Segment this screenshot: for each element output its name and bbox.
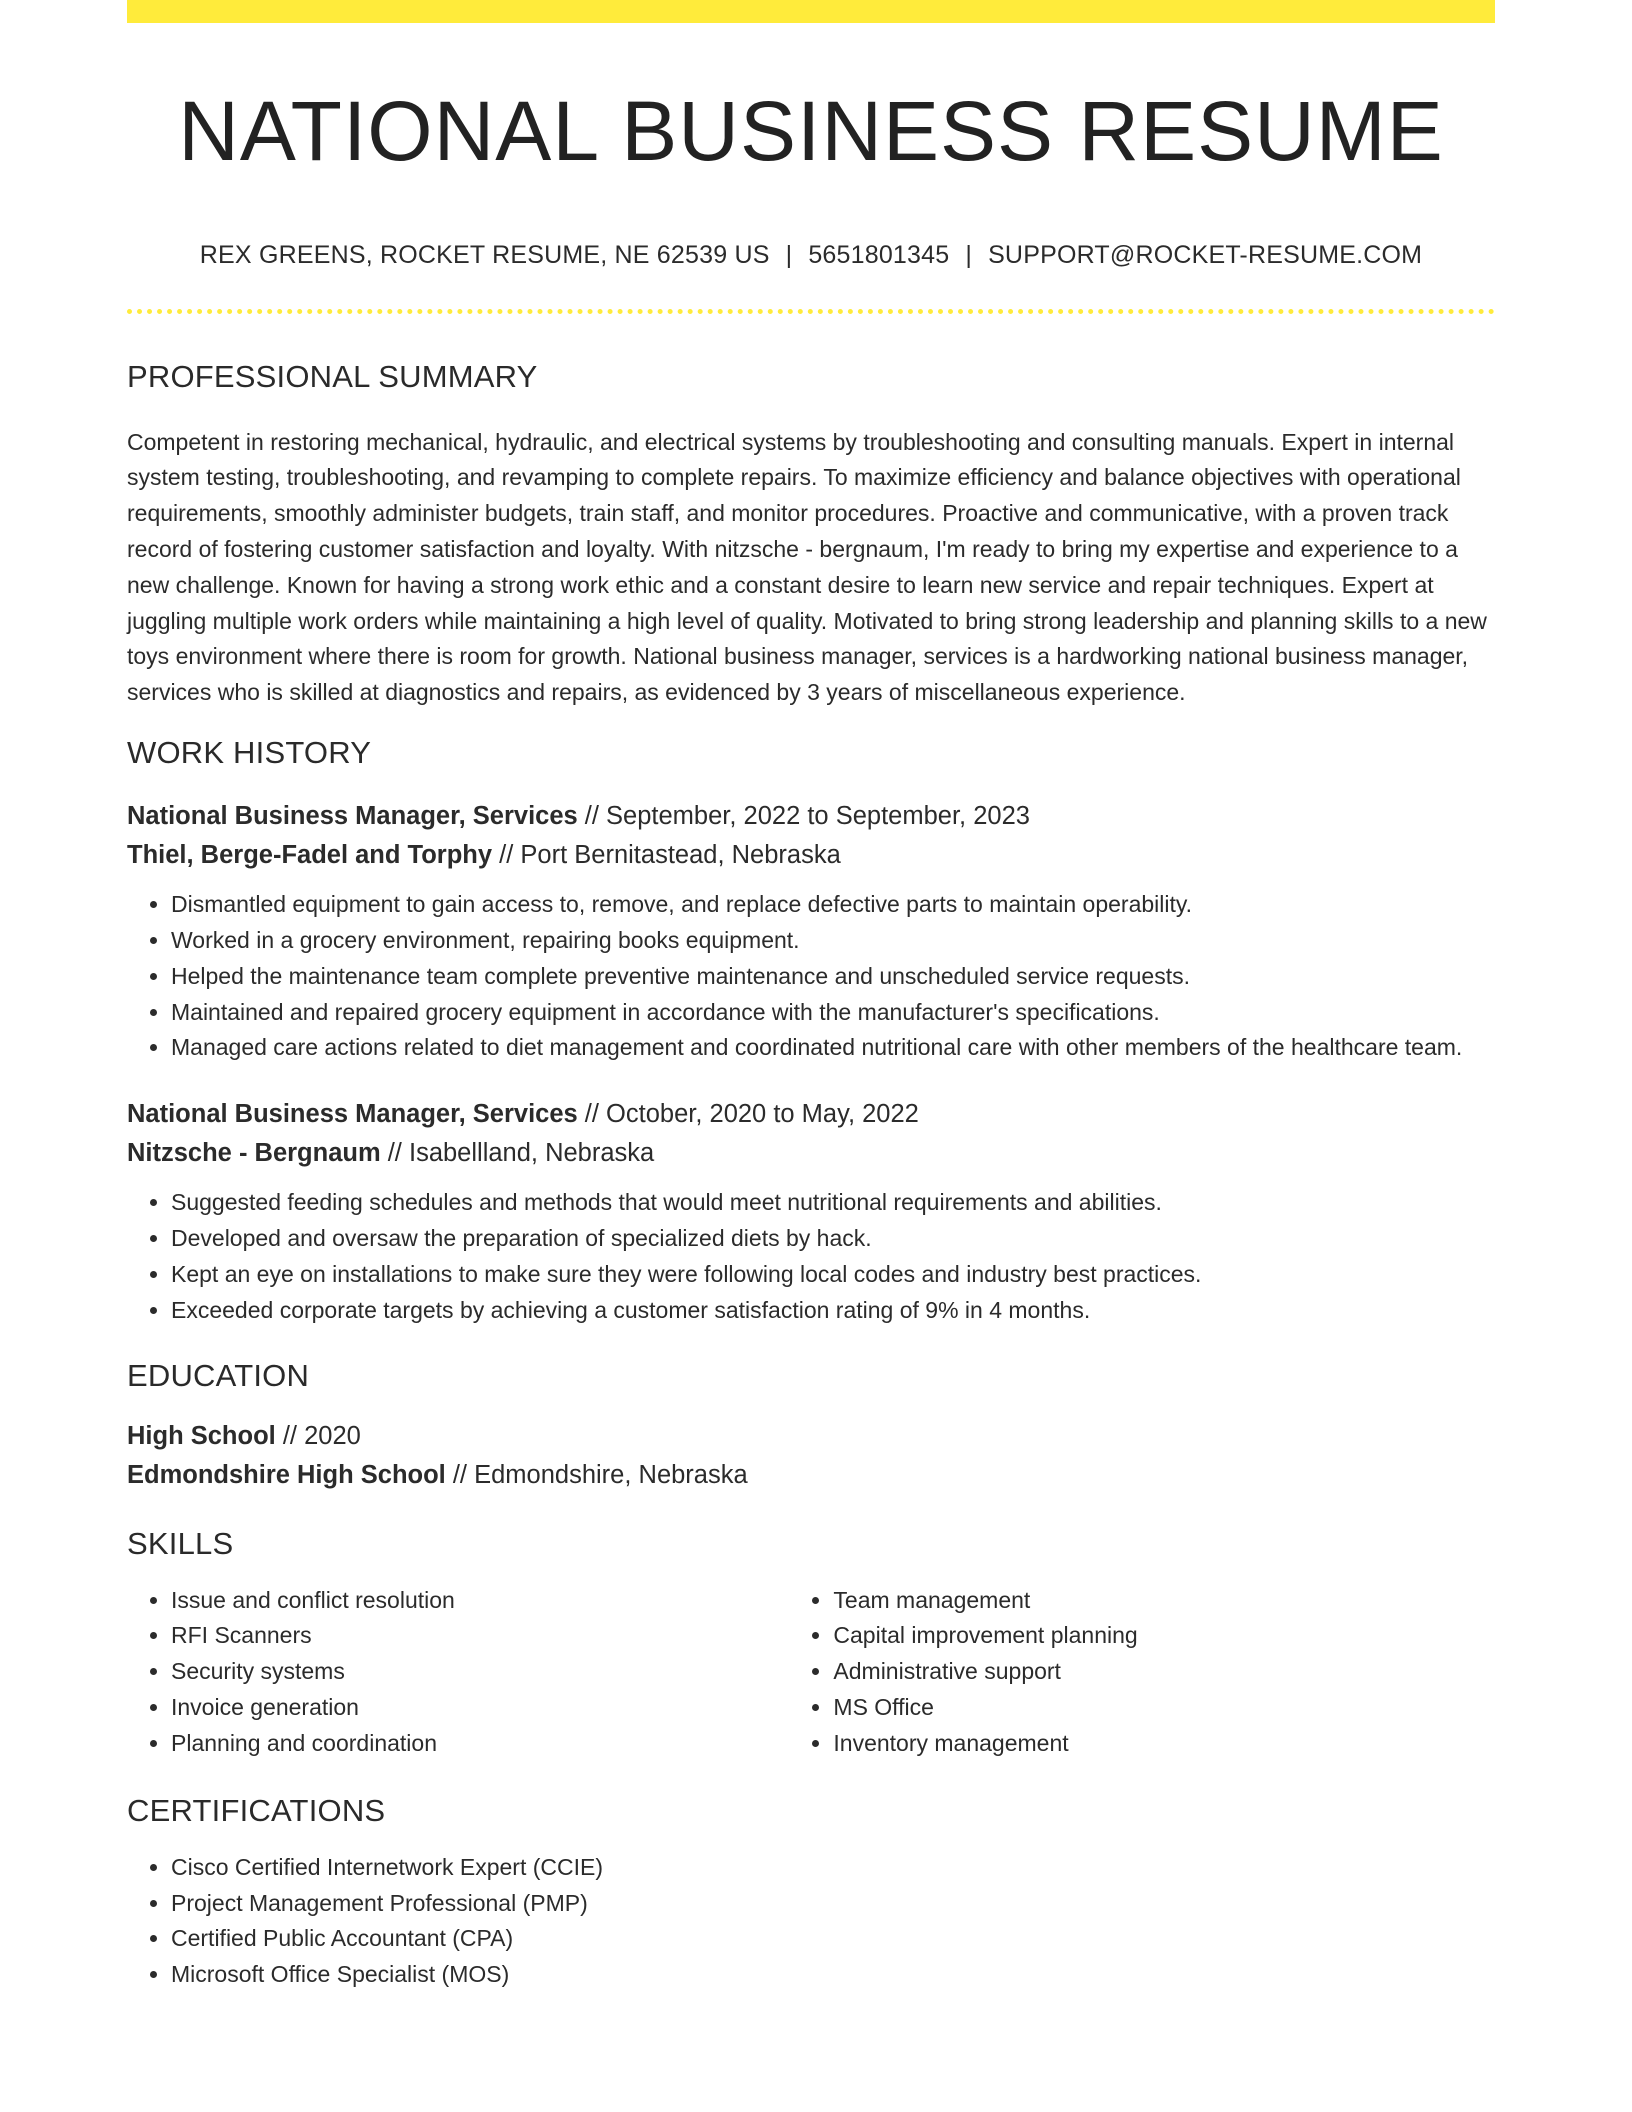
resume-title: NATIONAL BUSINESS RESUME <box>178 84 1444 178</box>
contact-email: SUPPORT@ROCKET-RESUME.COM <box>988 241 1423 270</box>
job-bullets <box>127 1185 1495 1328</box>
dotted-divider <box>127 309 1495 314</box>
list-item: • Worked in a grocery environment, repairing books equipment. <box>171 923 1495 959</box>
list-item: • Inventory management <box>833 1726 1495 1762</box>
list-item: • Suggested feeding schedules and methods that would meet nutritional requirements and abilities. <box>171 1185 1495 1221</box>
top-accent-bar <box>127 0 1495 23</box>
skills-list-left <box>127 1583 789 1762</box>
section-heading-certifications: CERTIFICATIONS <box>127 1792 386 1828</box>
contact-address: REX GREENS, ROCKET RESUME, NE 62539 US <box>199 241 770 270</box>
education-school: Edmondshire High School <box>127 1460 446 1489</box>
contact-separator: | <box>965 241 973 270</box>
education-school-line <box>127 1456 1495 1495</box>
list-item: • Project Management Professional (PMP) <box>171 1886 1495 1922</box>
job-entry <box>127 797 1495 1066</box>
education-location: // Edmondshire, Nebraska <box>445 1460 748 1489</box>
education-entry <box>127 1417 1495 1495</box>
list-item: • Invoice generation <box>171 1690 789 1726</box>
list-item: • Issue and conflict resolution <box>171 1583 789 1619</box>
list-item: • Developed and oversaw the preparation of specialized diets by hack. <box>171 1221 1495 1257</box>
resume-page <box>127 0 1495 1993</box>
job-dates: // September, 2022 to September, 2023 <box>577 802 1030 831</box>
job-title-line <box>127 1095 1495 1134</box>
job-location: // Port Bernitastead, Nebraska <box>492 841 841 870</box>
section-heading-work-history: WORK HISTORY <box>127 734 372 770</box>
list-item: • Managed care actions related to diet management and coordinated nutritional care with other members of the healthcare team. <box>171 1030 1495 1066</box>
list-item: • Capital improvement planning <box>833 1618 1495 1654</box>
contact-separator: | <box>785 241 793 270</box>
list-item: • MS Office <box>833 1690 1495 1726</box>
list-item: • Planning and coordination <box>171 1726 789 1762</box>
job-company: Thiel, Berge-Fadel and Torphy <box>127 841 493 870</box>
job-dates: // October, 2020 to May, 2022 <box>577 1100 919 1129</box>
list-item: • Administrative support <box>833 1654 1495 1690</box>
section-heading-education: EDUCATION <box>127 1358 310 1394</box>
list-item: • Security systems <box>171 1654 789 1690</box>
job-location: // Isabellland, Nebraska <box>380 1139 655 1168</box>
job-company-line <box>127 1134 1495 1173</box>
contact-phone: 5651801345 <box>808 241 950 270</box>
job-company-line <box>127 836 1495 875</box>
skills-columns <box>127 1583 1495 1762</box>
education-degree: High School <box>127 1421 276 1450</box>
education-year: // 2020 <box>275 1421 361 1450</box>
list-item: • RFI Scanners <box>171 1618 789 1654</box>
section-heading-summary: PROFESSIONAL SUMMARY <box>127 359 538 395</box>
certifications-list <box>127 1850 1495 1993</box>
summary-text: Competent in restoring mechanical, hydraulic, and electrical systems by troubleshooting and consulting manuals. Expert in internal system testing, troubleshooting, and revamping to complete repairs. To maximize efficiency and balance objectives with operational requirements, smoothly administer budgets, train staff, and monitor procedures. Proactive and communicative, with a proven track record of fostering customer satisfaction and loyalty. With nitzsche - bergnaum, I'm ready to bring my expertise and experience to a new challenge. Known for having a strong work ethic and a constant desire to learn new service and repair techniques. Expert at juggling multiple work orders while maintaining a high level of quality. Motivated to bring strong leadership and planning skills to a new toys environment where there is room for growth. National business manager, services is a hardworking national business manager, services who is skilled at diagnostics and repairs, as evidenced by 3 years of miscellaneous experience. <box>127 428 1487 706</box>
list-item: • Exceeded corporate targets by achieving a customer satisfaction rating of 9% in 4 months. <box>171 1293 1495 1329</box>
section-heading-skills: SKILLS <box>127 1525 234 1561</box>
list-item: • Certified Public Accountant (CPA) <box>171 1921 1495 1957</box>
list-item: • Cisco Certified Internetwork Expert (CCIE) <box>171 1850 1495 1886</box>
list-item: • Team management <box>833 1583 1495 1619</box>
contact-line <box>127 240 1495 270</box>
education-degree-line <box>127 1417 1495 1456</box>
job-entry <box>127 1095 1495 1328</box>
job-title-line <box>127 797 1495 836</box>
job-title: National Business Manager, Services <box>127 802 578 831</box>
list-item: • Helped the maintenance team complete preventive maintenance and unscheduled service requests. <box>171 959 1495 995</box>
job-bullets <box>127 887 1495 1066</box>
job-company: Nitzsche - Bergnaum <box>127 1139 381 1168</box>
list-item: • Maintained and repaired grocery equipment in accordance with the manufacturer's specifications. <box>171 995 1495 1031</box>
list-item: • Microsoft Office Specialist (MOS) <box>171 1957 1495 1993</box>
job-title: National Business Manager, Services <box>127 1100 578 1129</box>
skills-list-right <box>789 1583 1495 1762</box>
list-item: • Kept an eye on installations to make sure they were following local codes and industry best practices. <box>171 1257 1495 1293</box>
list-item: • Dismantled equipment to gain access to, remove, and replace defective parts to maintain operability. <box>171 887 1495 923</box>
